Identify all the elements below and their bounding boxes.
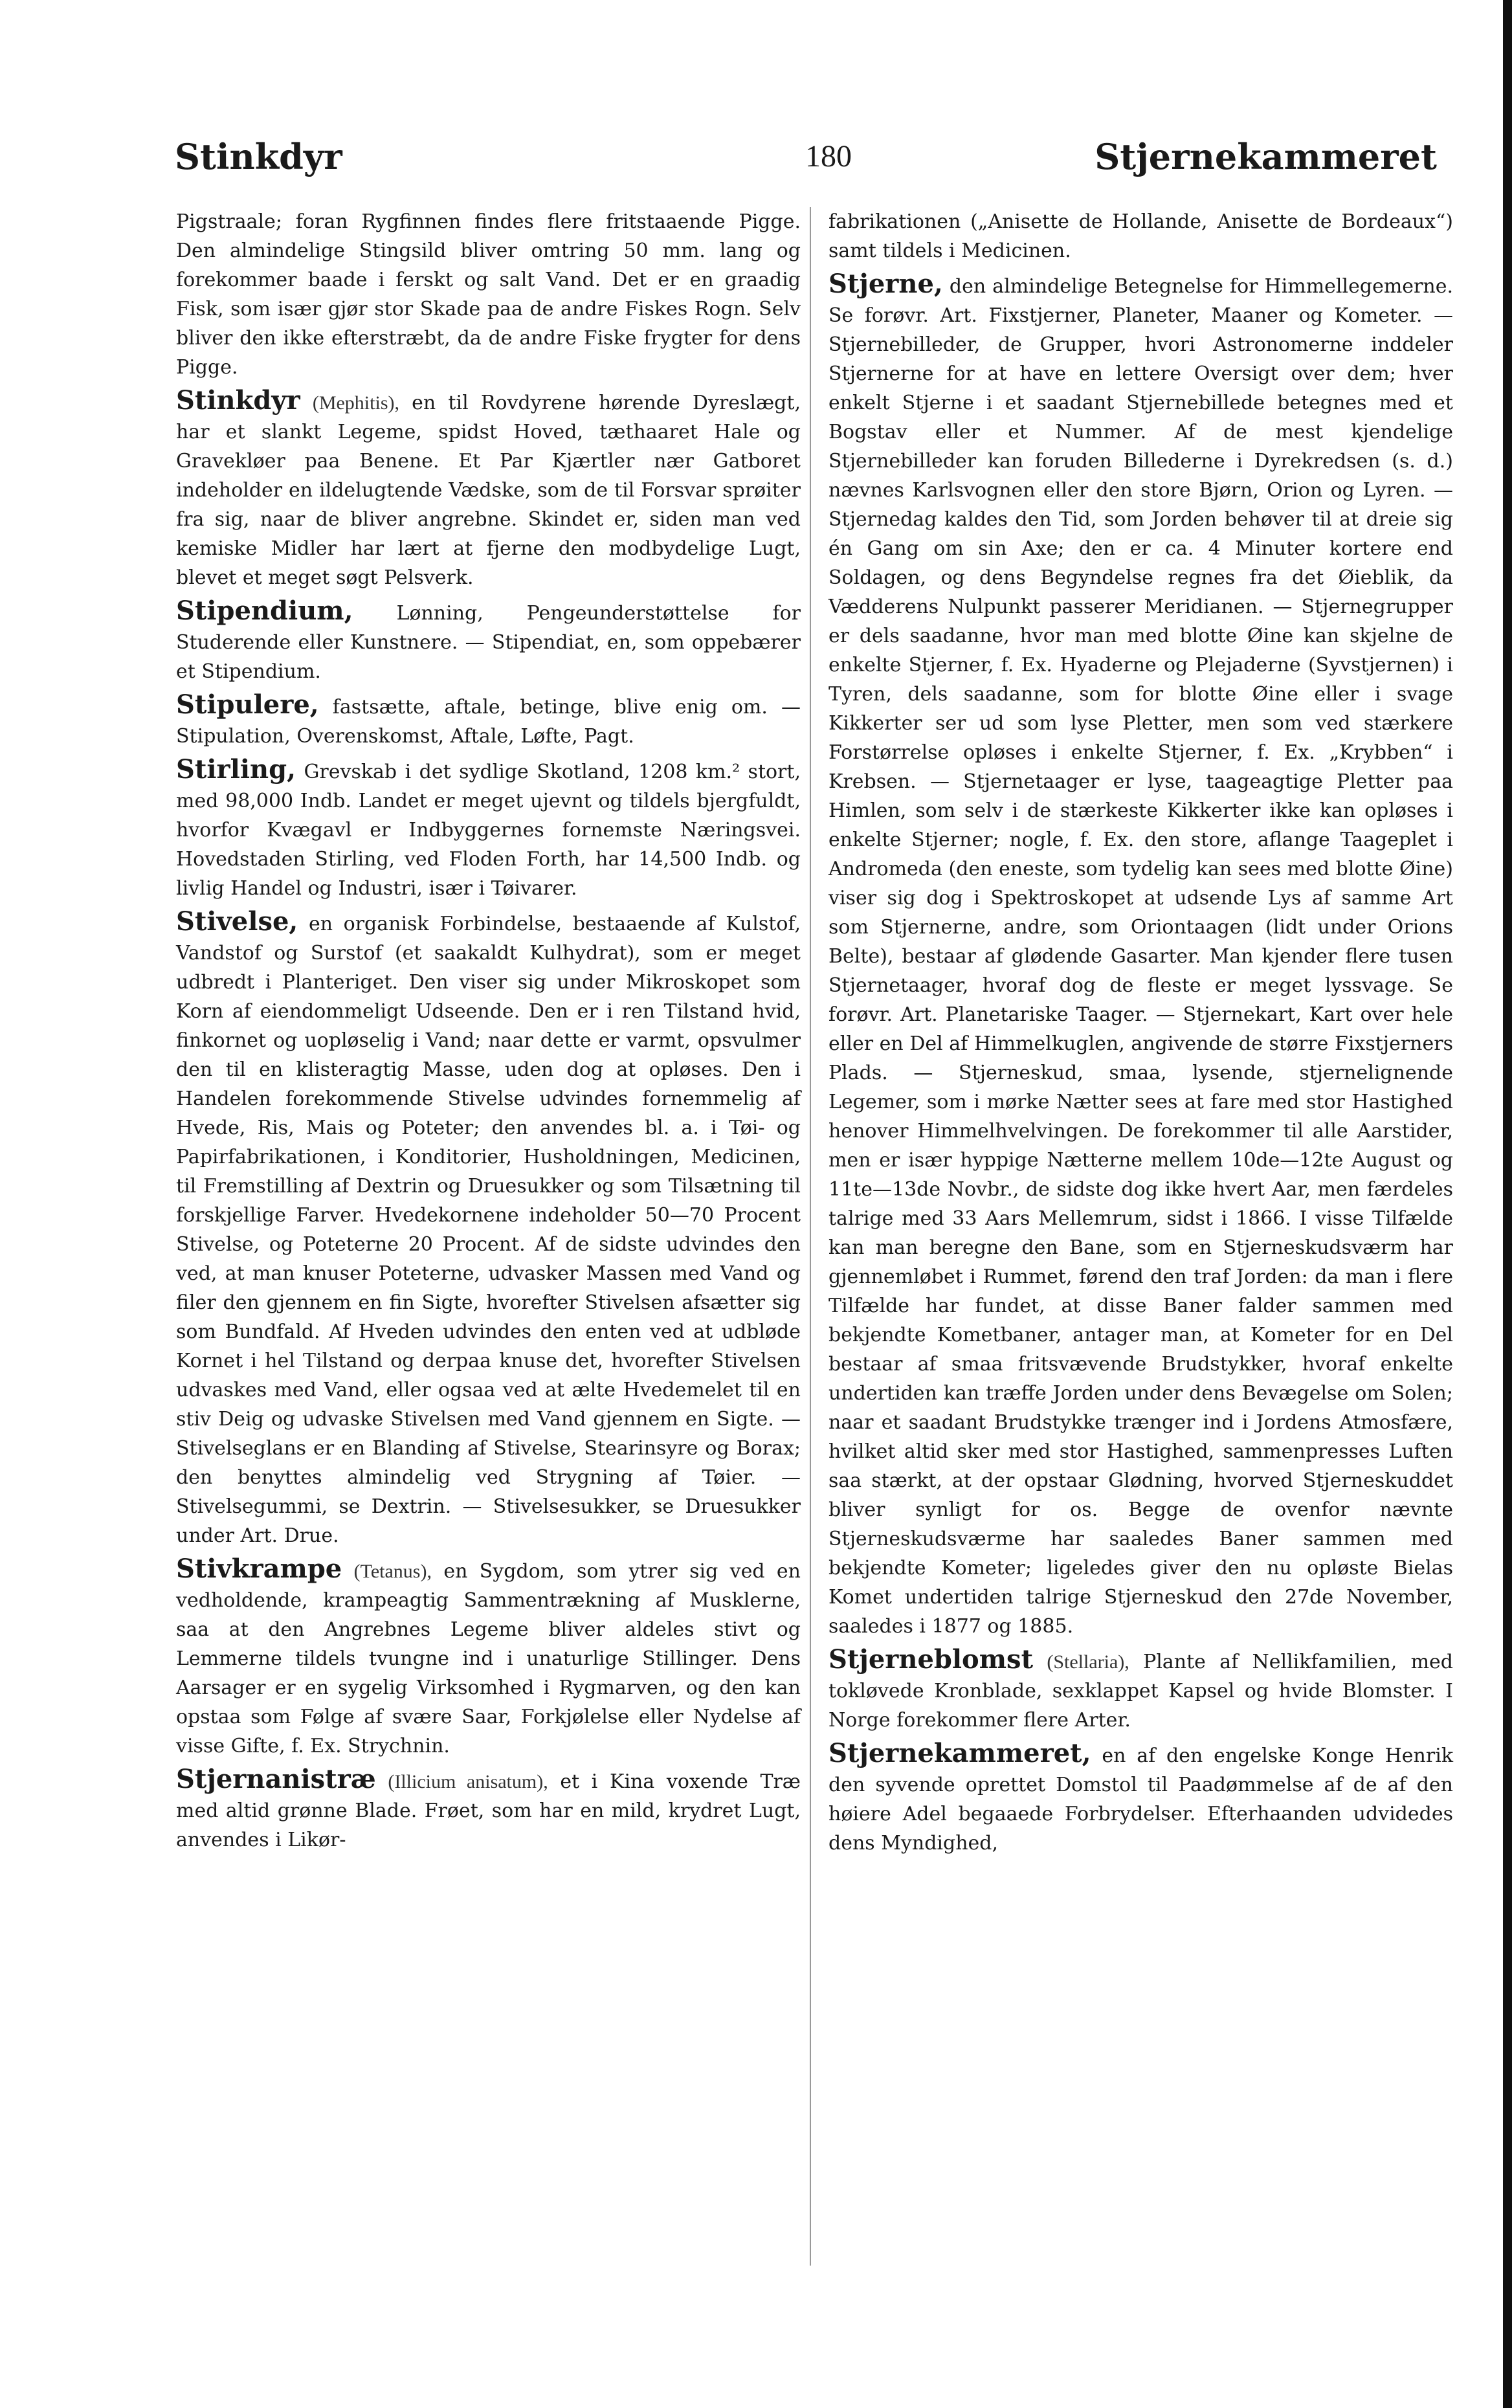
entry-latin: (Stellaria), xyxy=(1047,1651,1129,1673)
entry-text: et i Kina voxende Træ med altid grønne Blade. Frøet, som har en mild, krydret Lugt, anvendes i Likør- xyxy=(176,1770,801,1851)
continuation-text: Pigstraale; foran Rygfinnen findes flere fritstaaende Pigge. Den almindelige Stingsild bliver omtring 50 mm. lang og forekommer baade i ferskt og salt Vand. Det er en graadig Fisk, som især gjør stor Skade paa de andre Fiskes Rogn. Selv bliver den ikke efterstræbt, da de andre Fiske frygter for dens Pigge. xyxy=(176,210,801,379)
entry xyxy=(828,1645,1453,1735)
entry-headword: Stjerne, xyxy=(828,269,943,299)
entry-latin: (Mephitis), xyxy=(312,392,399,414)
entry xyxy=(176,386,801,592)
entry-text: en Sygdom, som ytrer sig ved en vedholdende, krampeagtig Sammentrækning af Musklerne, saa at den Angrebnes Legeme bliver aldeles stivt og Lemmerne tildels tvungne ind i unaturlige Stillinger. Dens Aarsager er en sygelig Virksomhed i Rygmarven, og den kan opstaa som Følge af svære Saar, Forkjølelse eller Nydelse af visse Gifte, f. Ex. Strychnin. xyxy=(176,1560,801,1757)
entry-headword: Stjernekammeret, xyxy=(828,1738,1091,1768)
entry xyxy=(176,690,801,751)
entry-headword: Stipendium, xyxy=(176,596,353,626)
entry xyxy=(828,269,1453,1641)
scan-border xyxy=(1503,0,1512,2408)
entry-text: en organisk Forbindelse, bestaaende af Kulstof, Vandstof og Surstof (et saakaldt Kulhydrat), som er meget udbredt i Planteriget. Den viser sig under Mikroskopet som Korn af eiendommeligt Udseende. Den er i ren Tilstand hvid, finkornet og uopløselig i Vand; naar dette er varmt, opsvulmer den til en klisteragtig Masse, uden dog at opløses. Den i Handelen forekommende Stivelse udvindes fornemmelig af Hvede, Ris, Mais og Poteter; den anvendes bl. a. i Tøi- og Papirfabrikationen, i Konditorier, Husholdningen, Medicinen, til Fremstilling af Dextrin og Druesukker og som Tilsætning til forskjellige Farver. Hvedekornene indeholder 50—70 Procent Stivelse, og Poteterne 20 Procent. Af de sidste udvindes den ved, at man knuser Poteterne, udvasker Massen med Vand og filer den gjennem en fin Sigte, hvorefter Stivelsen afsætter sig som Bundfald. Af Hveden udvindes den enten ved at udbløde Kornet i hel Tilstand og derpaa knuse det, hvorefter Stivelsen udvaskes med Vand, eller ogsaa ved at ælte Hvedemelet til en stiv Deig og udvaske Stivelsen med Vand gjennem en Sigte. — Stivelseglans er en Blanding af Stivelse, Stearinsyre og Borax; den benyttes almindelig ved Strygning af Tøier. — Stivelsegummi, se Dextrin. — Stivelsesukker, se Druesukker under Art. Drue. xyxy=(176,913,801,1547)
continuation-text: fabrikationen („Anisette de Hollande, Anisette de Bordeaux“) samt tildels i Medicinen. xyxy=(828,210,1453,262)
running-header xyxy=(175,136,1437,181)
entry xyxy=(176,1765,801,1855)
entry xyxy=(828,1739,1453,1858)
entry-headword: Stjernanistræ xyxy=(176,1764,376,1794)
entry-headword: Stinkdyr xyxy=(176,385,300,416)
left-column xyxy=(176,207,801,1858)
entry xyxy=(176,907,801,1550)
entry-headword: Stirling, xyxy=(176,754,296,785)
page-number: 180 xyxy=(805,139,852,173)
entry-text: Lønning, Pengeunderstøttelse for Studerende eller Kunstnere. — Stipendiat, en, som oppebærer et Stipendium. xyxy=(176,602,801,683)
entry-text: en til Rovdyrene hørende Dyreslægt, har et slankt Legeme, spidst Hoved, tæthaaret Hale og Gravekløer paa Benene. Et Par Kjærtler nær Gatboret indeholder en ildelugtende Vædske, som de til Forsvar sprøiter fra sig, naar de bliver angrebne. Skindet er, siden man ved kemiske Midler har lært at fjerne den modbydelige Lugt, blevet et meget søgt Pelsverk. xyxy=(176,392,801,589)
entry-text: fastsætte, aftale, betinge, blive enig om. — Stipulation, Overenskomst, Aftale, Løfte, Pagt. xyxy=(176,696,801,748)
entry xyxy=(176,596,801,686)
entry-headword: Stivelse, xyxy=(176,906,298,937)
entry-text: Grevskab i det sydlige Skotland, 1208 km.² stort, med 98,000 Indb. Landet er meget ujevnt og tildels bjergfuldt, hvorfor Kvægavl er Indbyggernes fornemste Næringsvei. Hovedstaden Stirling, ved Floden Forth, har 14,500 Indb. og livlig Handel og Industri, især i Tøivarer. xyxy=(176,761,801,900)
entry xyxy=(176,755,801,903)
column-divider xyxy=(810,207,811,2266)
right-column xyxy=(828,207,1453,1862)
entry xyxy=(176,1554,801,1761)
entry-text: den almindelige Betegnelse for Himmellegemerne. Se forøvr. Art. Fixstjerner, Planeter, Maaner og Kometer. — Stjernebilleder, de Grupper, hvori Astronomerne inddeler Stjernerne for at have en lettere Oversigt over dem; hver enkelt Stjerne i et saadant Stjernebillede betegnes med et Bogstav eller et Nummer. Af de mest kjendelige Stjernebilleder kan foruden Billederne i Dyrekredsen (s. d.) nævnes Karlsvognen eller den store Bjørn, Orion og Lyren. — Stjernedag kaldes den Tid, som Jorden behøver til at dreie sig én Gang om sin Axe; den er ca. 4 Minuter kortere end Soldagen, og dens Begyndelse regnes fra det Øieblik, da Vædderens Nulpunkt passerer Meridianen. — Stjernegrupper er dels saadanne, hvor man med blotte Øine kan skjelne de enkelte Stjerner, f. Ex. Hyaderne og Plejaderne (Syvstjernen) i Tyren, dels saadanne, som for blotte Øine eller i svage Kikkerter ser ud som lyse Pletter, men som ved stærkere Forstørrelse opløses i enkelte Stjerner, f. Ex. „Krybben“ i Krebsen. — Stjernetaager er lyse, taageagtige Pletter paa Himlen, som selv i de stærkeste Kikkerter ikke kan opløses i enkelte Stjerner; nogle, f. Ex. den store, aflange Taageplet i Andromeda (den eneste, som tydelig kan sees med blotte Øine) viser sig dog i Spektroskopet at udsende Lys af samme Art som Stjernerne, andre, som Oriontaagen (lidt under Orions Belte), bestaar af glødende Gasarter. Man kjender flere tusen Stjernetaager, hvoraf dog de fleste er meget lyssvage. Se forøvr. Art. Planetariske Taager. — Stjernekart, Kart over hele eller en Del af Himmelkuglen, angivende de større Fixstjerners Plads. — Stjerneskud, smaa, lysende, stjernelignende Legemer, som i mørke Nætter sees at fare med stor Hastighed henover Himmelhvelvingen. De forekommer til alle Aarstider, men er især hyppige Nætterne mellem 10de—12te August og 11te—13de Novbr., de sidste dog ikke hvert Aar, men færdeles talrige med 33 Aars Mellemrum, sidst i 1866. I visse Tilfælde kan man beregne den Bane, som en Stjerneskudsværm har gjennemløbet i Rummet, førend den traf Jorden: da man i flere Tilfælde har fundet, at disse Baner falder sammen med bekjendte Kometbaner, antager man, at Kometer for en Del bestaar af smaa fritsvævende Brudstykker, hvoraf enkelte undertiden kan træffe Jorden under dens Bevægelse om Solen; naar et saadant Brudstykke trænger ind i Jordens Atmosfære, hvilket altid sker med stor Hastighed, sammenpresses Luften saa stærkt, at der opstaar Glødning, hvorved Stjerneskuddet bliver synligt for os. Begge de ovenfor nævnte Stjerneskudsværme har saaledes Baner sammen med bekjendte Kometer; ligeledes giver den nu opløste Bielas Komet undertiden talrige Stjerneskud den 27de November, saaledes i 1877 og 1885. xyxy=(828,275,1453,1638)
entry-text: Plante af Nellikfamilien, med tokløvede Kronblade, sexklappet Kapsel og hvide Blomster. I Norge forekommer flere Arter. xyxy=(828,1651,1453,1732)
header-right-guideword: Stjernekammeret xyxy=(1095,136,1437,177)
header-left-guideword: Stinkdyr xyxy=(175,136,342,177)
entry-latin: (Illicium anisatum), xyxy=(388,1771,548,1792)
entry-headword: Stivkrampe xyxy=(176,1554,342,1584)
entry-latin: (Tetanus), xyxy=(353,1561,432,1582)
entry-text: en af den engelske Konge Henrik den syvende oprettet Domstol til Paadømmelse af de af den høiere Adel begaaede Forbrydelser. Efterhaanden udvidedes dens Myndighed, xyxy=(828,1745,1453,1855)
entry-headword: Stipulere, xyxy=(176,689,319,720)
entry-headword: Stjerneblomst xyxy=(828,1644,1034,1675)
